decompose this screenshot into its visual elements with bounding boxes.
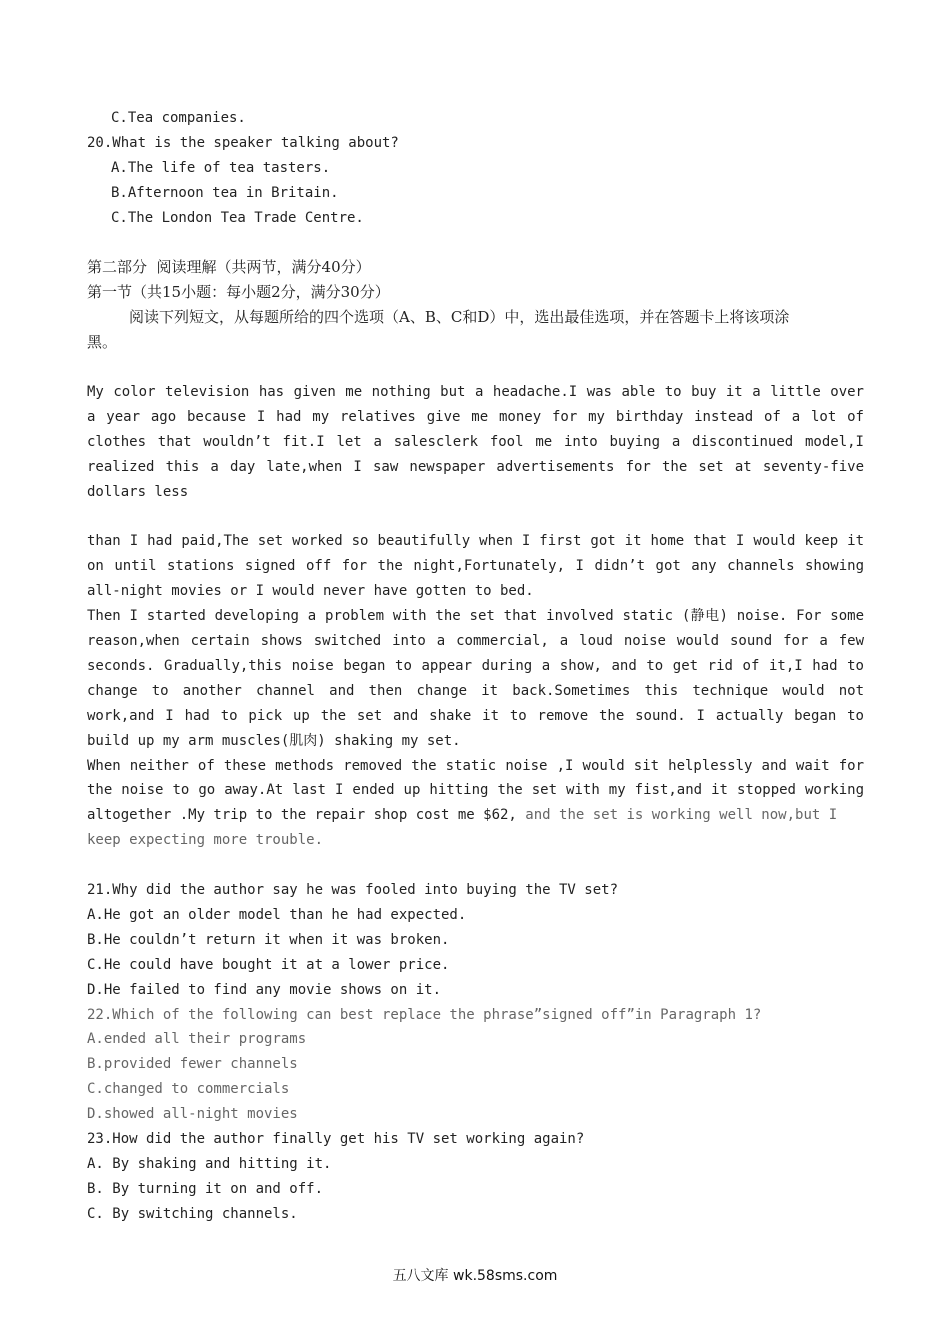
q22-option-c: C.changed to commercials xyxy=(87,1081,290,1098)
q22-option-b: B.provided fewer channels xyxy=(87,1056,298,1073)
passage-line: dollars less xyxy=(87,483,189,500)
passage-paragraph-3 xyxy=(87,604,864,753)
passage-line: When neither of these methods removed the static noise ,I would sit helplessly and wait for xyxy=(87,757,864,774)
passage-line: the noise to go away.At last I ended up hitting the set with my fist,and it stopped working xyxy=(87,782,864,799)
q22-option-d: D.showed all-night movies xyxy=(87,1106,298,1123)
q20-option-c: C.The London Tea Trade Centre. xyxy=(111,209,364,226)
passage-text-dark: altogether .My trip to the repair shop cost me $62, xyxy=(87,807,517,824)
q19-option-c: C.Tea companies. xyxy=(111,110,246,126)
passage-line: work,and I had to pick up the set and shake it to remove the sound. I actually began to xyxy=(87,707,864,724)
q20-stem: 20.What is the speaker talking about? xyxy=(87,134,399,151)
passage-line: than I had paid,The set worked so beautifully when I first got it home that I would keep it xyxy=(87,533,864,550)
q22-stem: 22.Which of the following can best replace the phrase”signed off”in Paragraph 1? xyxy=(87,1006,762,1023)
passage-line: a year ago because I had my relatives give me money for my birthday instead of a lot of xyxy=(87,408,864,425)
passage-line: keep expecting more trouble. xyxy=(87,832,324,849)
page-footer: 五八文库 wk.58sms.com xyxy=(392,1268,558,1284)
passage-line: on until stations signed off for the night,Fortunately, I didn’t got any channels showing xyxy=(87,558,864,575)
passage-paragraph-2 xyxy=(87,529,864,604)
q23-option-b: B. By turning it on and off. xyxy=(87,1180,324,1197)
passage-line: change to another channel and then change it back.Sometimes this technique would not xyxy=(87,682,864,699)
section-title: 第二部分 阅读理解（共两节，满分40分） xyxy=(87,258,371,277)
q21-stem: 21.Why did the author say he was fooled into buying the TV set? xyxy=(87,882,619,899)
q23-option-a: A. By shaking and hitting it. xyxy=(87,1156,332,1172)
q23-option-c: C. By switching channels. xyxy=(87,1205,298,1222)
passage-line: My color television has given me nothing but a headache.I was able to buy it a little over xyxy=(87,383,864,400)
passage-paragraph-4 xyxy=(87,754,864,854)
instruction-line2: 黑。 xyxy=(87,333,118,352)
passage-line: all-night movies or I would never have gotten to bed. xyxy=(87,583,534,600)
passage-line: realized this a day late,when I saw newspaper advertisements for the set at seventy-five xyxy=(87,458,864,475)
passage-line xyxy=(87,803,864,828)
q21-option-d: D.He failed to find any movie shows on it. xyxy=(87,981,442,998)
document-page xyxy=(87,106,864,1227)
q22-option-a: A.ended all their programs xyxy=(87,1031,307,1048)
subsection-title: 第一节（共15小题：每小题2分，满分30分） xyxy=(87,283,390,302)
q23-stem: 23.How did the author finally get his TV set working again? xyxy=(87,1131,585,1148)
passage-line: seconds. Gradually,this noise began to appear during a show, and to get rid of it,I had to xyxy=(87,657,864,674)
passage-line: build up my arm muscles(肌肉) shaking my set. xyxy=(87,732,461,749)
instruction-line1: 阅读下列短文，从每题所给的四个选项（A、B、C和D）中，选出最佳选项，并在答题卡上将该项涂 xyxy=(129,308,790,327)
passage-line: Then I started developing a problem with the set that involved static (静电) noise. For some xyxy=(87,608,864,625)
passage-line: clothes that wouldn’t fit.I let a salesclerk fool me into buying a discontinued model,I xyxy=(87,433,864,450)
q21-option-b: B.He couldn’t return it when it was broken. xyxy=(87,931,450,948)
q21-option-c: C.He could have bought it at a lower price. xyxy=(87,956,450,973)
q20-option-b: B.Afternoon tea in Britain. xyxy=(111,184,339,201)
q20-option-a: A.The life of tea tasters. xyxy=(111,159,331,176)
q21-option-a: A.He got an older model than he had expected. xyxy=(87,906,467,923)
passage-line: reason,when certain shows switched into a commercial, a loud noise would sound for a few xyxy=(87,632,864,649)
passage-paragraph-1 xyxy=(87,380,864,505)
passage-text-grey: and the set is working well now,but I xyxy=(516,807,838,824)
